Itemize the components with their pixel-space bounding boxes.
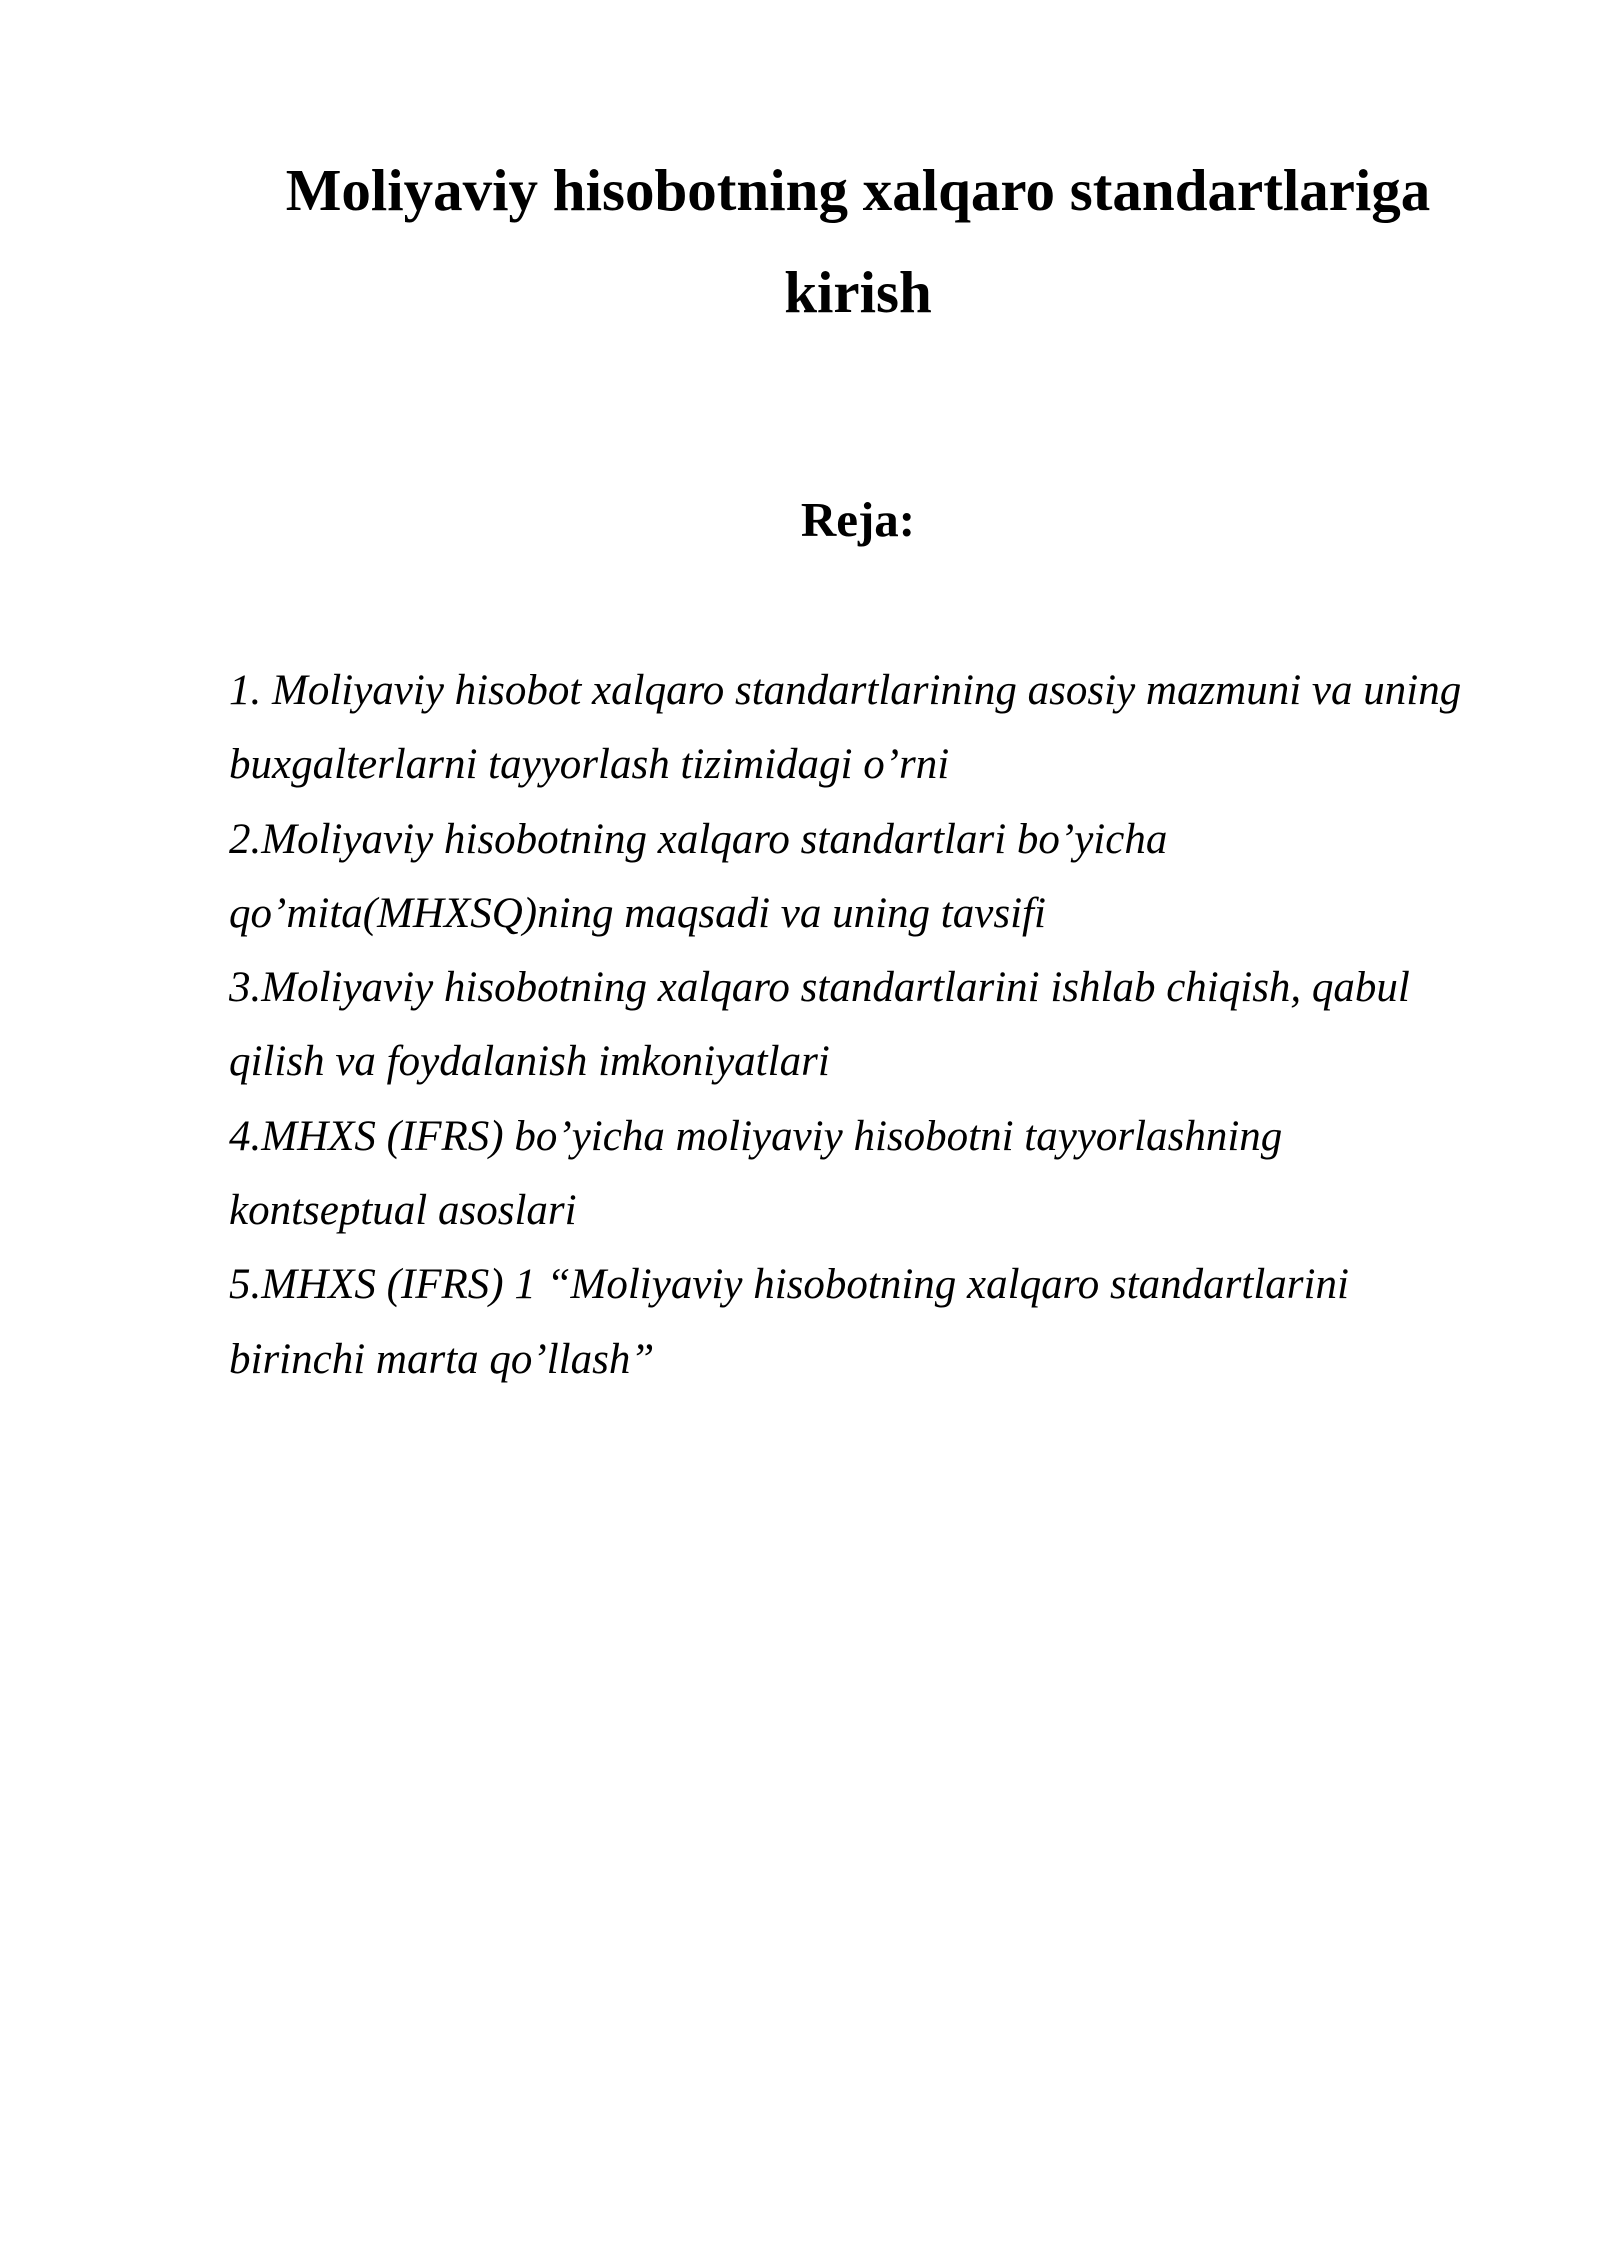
plan-item-4: 4.MHXS (IFRS) bo’yicha moliyaviy hisobotni tayyorlashning kontseptual asoslari — [229, 1112, 1283, 1235]
plan-heading: Reja: — [800, 492, 916, 547]
plan-item-1: 1. Moliyaviy hisobot xalqaro standartlarining asosiy mazmuni va uning buxgalterlarni tayyorlash tizimidagi o’rni — [229, 667, 1462, 789]
plan-list — [229, 654, 1479, 1397]
plan-item-3: 3.Moliyaviy hisobotning xalqaro standartlarini ishlab chiqish, qabul qilish va foydalanish imkoniyatlari — [229, 964, 1410, 1086]
document-title: Moliyaviy hisobotning xalqaro standartlariga kirish — [285, 157, 1431, 325]
plan-item-2: 2.Moliyaviy hisobotning xalqaro standartlari bo’yicha qo’mita(MHXSQ)ning maqsadi va uning tavsifi — [229, 815, 1168, 937]
plan-item-5: 5.MHXS (IFRS) 1 “Moliyaviy hisobotning xalqaro standartlarini birinchi marta qo’llash” — [229, 1261, 1349, 1383]
